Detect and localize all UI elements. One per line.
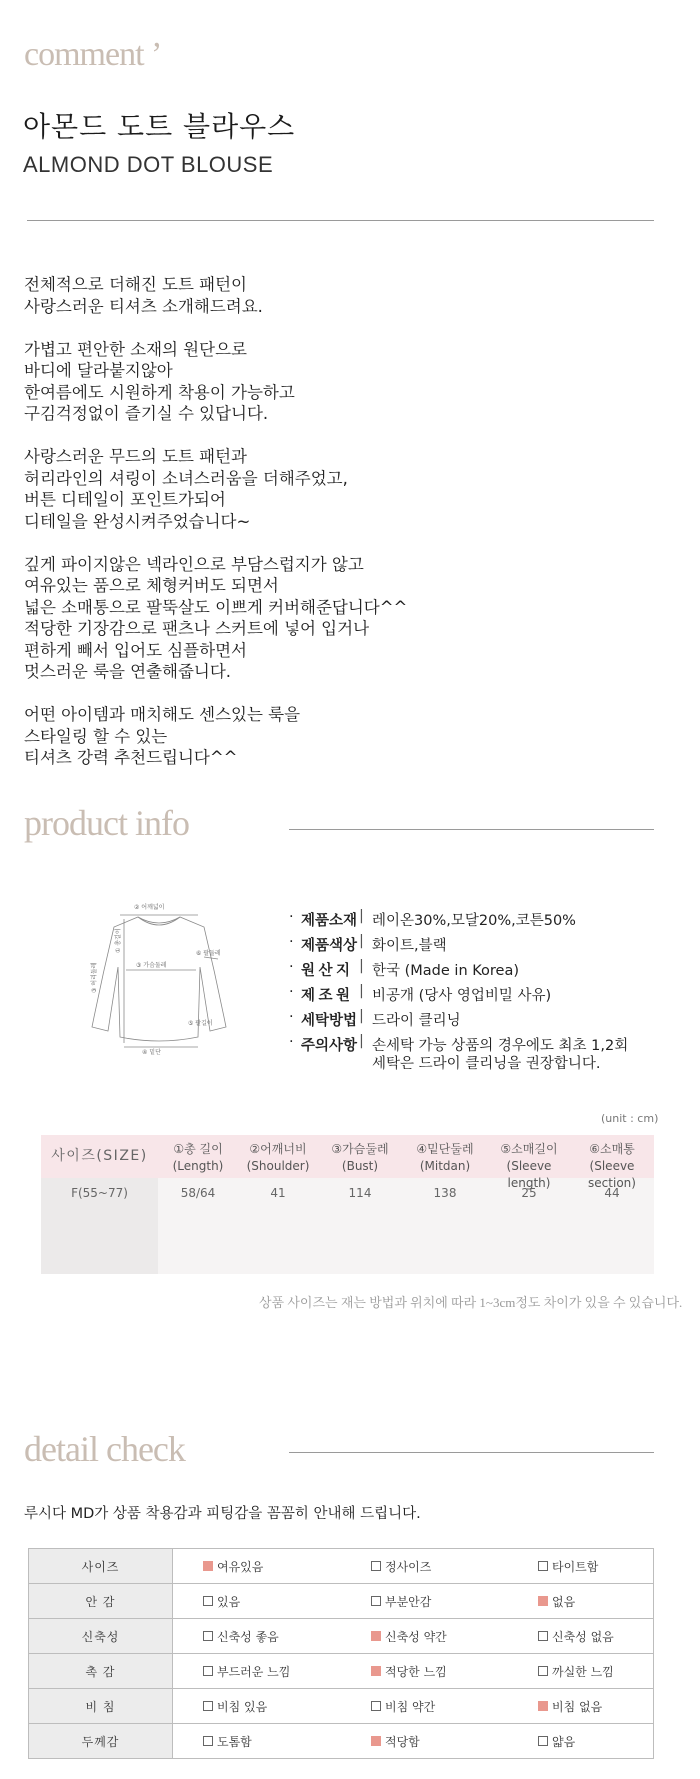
- detail-row: [29, 1549, 654, 1584]
- size-column-english: (Length): [172, 1159, 224, 1173]
- detail-row-label: 비 침: [29, 1689, 173, 1724]
- bullet: ·: [289, 959, 294, 975]
- size-cell: 25: [521, 1186, 537, 1200]
- description-line: 여유있는 품으로 체형커버도 되면서: [24, 576, 279, 595]
- separator: |: [359, 958, 364, 974]
- unchecked-box-icon: [538, 1561, 548, 1571]
- size-column-name: ⑤소매길이: [500, 1142, 558, 1156]
- size-cell: 114: [348, 1186, 372, 1200]
- size-column-name: ①총 길이: [173, 1142, 223, 1156]
- detail-row-label: 안 감: [29, 1584, 173, 1619]
- description-paragraph: [24, 274, 664, 317]
- spec-value: 비공개 (당사 영업비밀 사유): [372, 988, 552, 1004]
- description-line: 전체적으로 더해진 도트 패턴이: [24, 275, 247, 294]
- detail-row: [29, 1619, 654, 1654]
- size-cell: 58/64: [180, 1186, 216, 1200]
- unchecked-box-icon: [203, 1736, 213, 1746]
- separator: |: [359, 933, 364, 949]
- description-line: 구김걱정없이 즐기실 수 있답니다.: [24, 404, 269, 423]
- spec-value: 드라이 클리닝: [372, 1013, 461, 1029]
- description-paragraph: [24, 704, 664, 769]
- detail-option: [371, 1689, 435, 1723]
- size-column-header: [488, 1141, 570, 1192]
- detail-option-label: 신축성 약간: [385, 1629, 447, 1644]
- unchecked-box-icon: [371, 1701, 381, 1711]
- detail-option-label: 비침 약간: [385, 1699, 436, 1714]
- size-column-header: [318, 1141, 402, 1175]
- detail-row: [29, 1724, 654, 1759]
- detail-option-label: 비침 있음: [217, 1699, 268, 1714]
- detail-option-label: 신축성 없음: [552, 1629, 614, 1644]
- description-line: 사랑스러운 무드의 도트 패턴과: [24, 447, 247, 466]
- description-line: 한여름에도 시원하게 착용이 가능하고: [24, 382, 295, 402]
- detail-option: [371, 1654, 447, 1688]
- product-title-korean: 아몬드 도트 블라우스: [23, 110, 296, 143]
- detail-option: [538, 1689, 602, 1723]
- comment-heading: comment ’: [24, 36, 162, 73]
- detail-option: [203, 1724, 252, 1758]
- detail-option: [538, 1724, 575, 1758]
- spec-value-line2: 세탁은 드라이 클리닝을 권장합니다.: [372, 1056, 601, 1072]
- checked-box-icon: [371, 1666, 381, 1676]
- detail-option: [538, 1584, 575, 1618]
- spec-label: 원산지: [301, 963, 354, 979]
- bullet: ·: [289, 934, 294, 950]
- diagram-label-hem: ④ 밑단: [142, 1049, 161, 1055]
- detail-option-label: 여유있음: [217, 1559, 264, 1574]
- size-cell: 138: [433, 1186, 457, 1200]
- description-paragraph: [24, 554, 664, 683]
- detail-option-label: 적당함: [385, 1734, 420, 1749]
- detail-options: [173, 1619, 654, 1654]
- size-column-header: [238, 1141, 318, 1175]
- size-column-name: ⑥소매통: [589, 1142, 635, 1156]
- size-column-english: (Mitdan): [419, 1159, 471, 1173]
- detail-option-label: 얇음: [552, 1734, 576, 1749]
- bullet: ·: [289, 984, 294, 1000]
- bullet: ·: [289, 909, 294, 925]
- separator: |: [359, 1008, 364, 1024]
- detail-option-label: 부드러운 느낌: [217, 1664, 291, 1679]
- detail-row-label: 두께감: [29, 1724, 173, 1759]
- unchecked-box-icon: [538, 1736, 548, 1746]
- detail-option-label: 없음: [552, 1594, 576, 1609]
- size-column-english: (Bust): [341, 1159, 379, 1173]
- detail-option: [371, 1584, 431, 1618]
- size-column-header: [158, 1141, 238, 1175]
- size-column-header: [402, 1141, 488, 1175]
- diagram-label-length: ① 총길이: [115, 928, 122, 953]
- detail-option: [371, 1724, 420, 1758]
- size-column-english: (Sleeve section): [588, 1159, 636, 1190]
- detail-option: [203, 1619, 279, 1653]
- diagram-label-waist: ③ 허리둘레: [91, 962, 98, 993]
- spec-label: 주의사항: [301, 1038, 358, 1054]
- checked-box-icon: [203, 1561, 213, 1571]
- spec-label: 제조원: [301, 988, 354, 1004]
- description-line: 깊게 파이지않은 넥라인으로 부담스럽지가 않고: [24, 554, 364, 574]
- product-description: [24, 274, 664, 790]
- detail-option-label: 신축성 좋음: [217, 1629, 279, 1644]
- description-line: 편하게 빼서 입어도 심플하면서: [24, 640, 247, 660]
- unchecked-box-icon: [203, 1701, 213, 1711]
- checked-box-icon: [538, 1596, 548, 1606]
- description-line: 사랑스러운 티셔츠 소개해드려요.: [24, 296, 263, 316]
- detail-option: [371, 1619, 447, 1653]
- description-paragraph: [24, 339, 664, 425]
- detail-option: [203, 1584, 240, 1618]
- unchecked-box-icon: [371, 1596, 381, 1606]
- detail-option-label: 도톰함: [217, 1734, 252, 1749]
- checked-box-icon: [371, 1631, 381, 1641]
- spec-value: 손세탁 가능 상품의 경우에도 최초 1,2회: [372, 1038, 629, 1054]
- diagram-label-shoulder: ② 어깨넓이: [134, 904, 165, 911]
- separator: |: [359, 908, 364, 924]
- unchecked-box-icon: [538, 1666, 548, 1676]
- spec-label: 세탁방법: [301, 1013, 358, 1029]
- description-line: 가볍고 편안한 소재의 원단으로: [24, 339, 247, 359]
- size-column-name: ④밑단둘레: [416, 1142, 474, 1156]
- bullet: ·: [289, 1034, 294, 1050]
- detail-option: [203, 1549, 263, 1583]
- divider: [289, 1452, 654, 1453]
- description-line: 버튼 디테일이 포인트가되어: [24, 490, 226, 509]
- detail-options: [173, 1654, 654, 1689]
- divider: [27, 220, 654, 221]
- detail-check-heading: detail check: [24, 1429, 185, 1469]
- spec-value: 레이온30%,모달20%,코튼50%: [372, 913, 576, 929]
- detail-row: [29, 1689, 654, 1724]
- detail-option: [203, 1654, 290, 1688]
- size-cell: 41: [270, 1186, 286, 1200]
- description-line: 어떤 아이템과 매치해도 센스있는 룩을: [24, 705, 301, 724]
- unit-note: (unit : cm): [601, 1112, 659, 1125]
- description-paragraph: [24, 446, 664, 532]
- description-line: 멋스러운 룩을 연출해줍니다.: [24, 662, 232, 681]
- diagram-label-sleeve-length: ⑤ 팔길이: [188, 1020, 213, 1027]
- detail-option-label: 정사이즈: [385, 1559, 432, 1574]
- detail-option-label: 타이트함: [552, 1559, 599, 1574]
- unchecked-box-icon: [371, 1561, 381, 1571]
- detail-option: [371, 1549, 431, 1583]
- size-column-english: (Sleeve length): [506, 1159, 552, 1190]
- diagram-label-bust: ③ 가슴둘레: [136, 962, 167, 969]
- garment-size-diagram: [86, 897, 232, 1055]
- detail-options: [173, 1724, 654, 1759]
- detail-option: [538, 1654, 614, 1688]
- detail-row: [29, 1584, 654, 1619]
- separator: |: [359, 983, 364, 999]
- size-column-name: ②어깨너비: [249, 1142, 307, 1156]
- detail-row: [29, 1654, 654, 1689]
- spec-value: 화이트,블랙: [372, 938, 447, 954]
- diagram-label-sleeve-section: ⑥ 팔둘레: [196, 950, 221, 957]
- spec-label: 제품소재: [301, 913, 358, 929]
- size-row-label: F(55~77): [71, 1186, 128, 1200]
- unchecked-box-icon: [538, 1631, 548, 1641]
- detail-option-label: 적당한 느낌: [385, 1664, 447, 1679]
- size-header-main: 사이즈(SIZE): [51, 1148, 148, 1164]
- detail-row-label: 촉 감: [29, 1654, 173, 1689]
- spec-value: 한국 (Made in Korea): [372, 963, 520, 979]
- size-cell: 44: [604, 1186, 620, 1200]
- detail-row-label: 신축성: [29, 1619, 173, 1654]
- description-line: 디테일을 완성시켜주었습니다~: [24, 511, 251, 531]
- unchecked-box-icon: [203, 1666, 213, 1676]
- size-column-english: (Shoulder): [246, 1159, 310, 1173]
- product-title-english: ALMOND DOT BLOUSE: [23, 152, 274, 177]
- detail-options: [173, 1689, 654, 1724]
- detail-option: [538, 1619, 614, 1653]
- detail-option-label: 까실한 느낌: [552, 1664, 614, 1679]
- unchecked-box-icon: [203, 1596, 213, 1606]
- separator: |: [359, 1033, 364, 1049]
- unchecked-box-icon: [203, 1631, 213, 1641]
- description-line: 티셔츠 강력 추천드립니다^^: [24, 748, 238, 767]
- size-column-name: ③가슴둘레: [331, 1142, 389, 1156]
- detail-row-label: 사이즈: [29, 1549, 173, 1584]
- size-column-header: [570, 1141, 654, 1192]
- detail-option: [538, 1549, 598, 1583]
- description-line: 허리라인의 셔링이 소녀스러움을 더해주었고,: [24, 468, 348, 488]
- detail-option-label: 부분안감: [385, 1594, 432, 1609]
- checked-box-icon: [538, 1701, 548, 1711]
- description-line: 스타일링 할 수 있는: [24, 726, 168, 746]
- description-line: 넓은 소매통으로 팔뚝살도 이쁘게 커버해준답니다^^: [24, 597, 408, 617]
- detail-intro: 루시다 MD가 상품 착용감과 피팅감을 꼼꼼히 안내해 드립니다.: [24, 1506, 421, 1522]
- bullet: ·: [289, 1009, 294, 1025]
- detail-option-label: 비침 없음: [552, 1699, 603, 1714]
- detail-option-label: 있음: [217, 1594, 241, 1609]
- checked-box-icon: [371, 1736, 381, 1746]
- size-note: 상품 사이즈는 재는 방법과 위치에 따라 1~3cm정도 차이가 있을 수 있습니다.: [259, 1295, 683, 1310]
- description-line: 바디에 달라붙지않아: [24, 361, 173, 380]
- product-info-heading: product info: [24, 803, 189, 843]
- description-line: 적당한 기장감으로 팬츠나 스커트에 넣어 입거나: [24, 619, 370, 638]
- spec-label: 제품색상: [301, 938, 358, 954]
- divider: [289, 829, 654, 830]
- detail-option: [203, 1689, 267, 1723]
- detail-check-table: [28, 1548, 654, 1759]
- detail-options: [173, 1549, 654, 1584]
- detail-options: [173, 1584, 654, 1619]
